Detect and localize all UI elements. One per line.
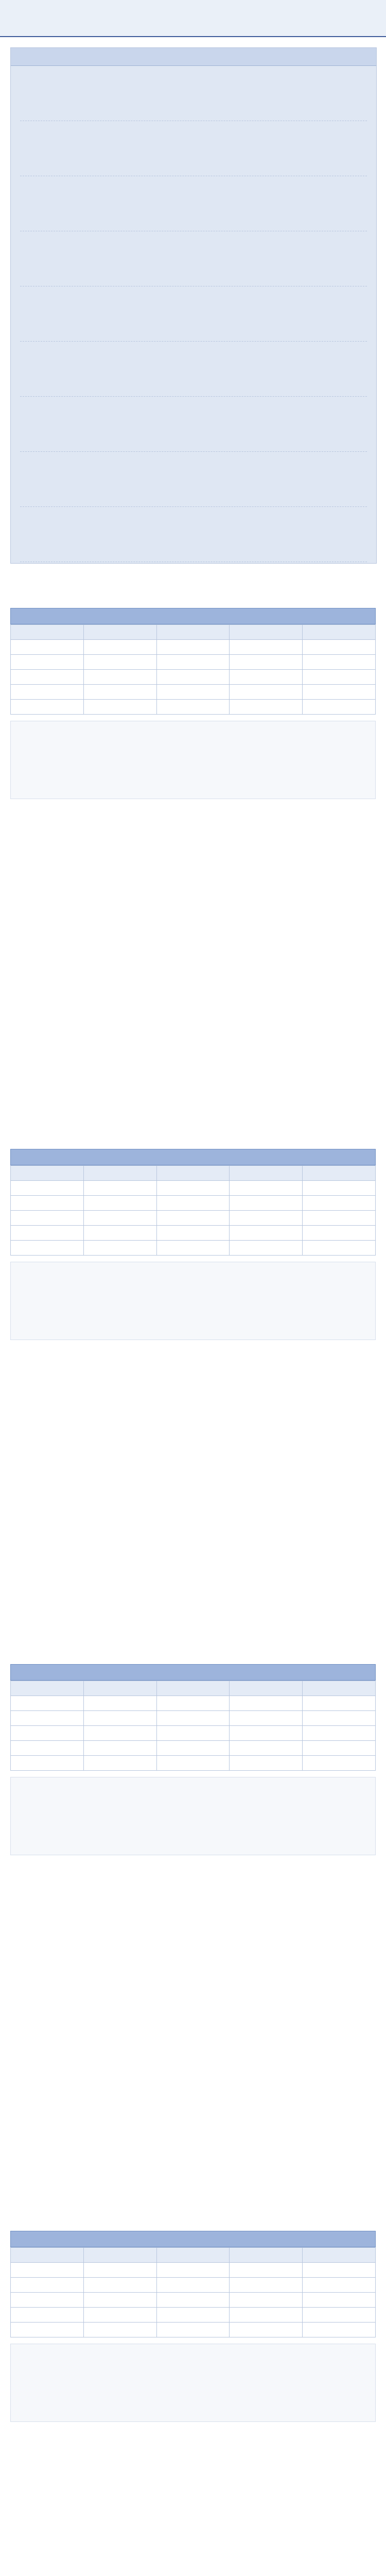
- section-comment: [10, 721, 376, 799]
- price-section: [10, 608, 376, 799]
- news-item: [20, 73, 367, 121]
- news-item: [20, 459, 367, 507]
- section-heading: [10, 1149, 376, 1165]
- news-item: [20, 239, 367, 286]
- key-news-heading: [11, 48, 376, 66]
- news-item: [20, 183, 367, 231]
- price-section: [10, 1664, 376, 1855]
- price-table: [10, 1165, 376, 1256]
- price-table: [10, 1681, 376, 1771]
- price-section: [10, 2231, 376, 2422]
- news-item: [20, 128, 367, 176]
- price-section: [10, 1149, 376, 1340]
- section-heading: [10, 1664, 376, 1681]
- section-heading: [10, 2231, 376, 2247]
- price-table: [10, 2247, 376, 2337]
- section-heading: [10, 608, 376, 624]
- news-item: [20, 514, 367, 562]
- news-item: [20, 294, 367, 342]
- section-comment: [10, 1262, 376, 1340]
- report-header: [0, 0, 386, 37]
- section-comment: [10, 2344, 376, 2422]
- news-item: [20, 404, 367, 452]
- section-comment: [10, 1777, 376, 1855]
- key-news-panel: [10, 47, 377, 564]
- price-table: [10, 624, 376, 715]
- news-item: [20, 349, 367, 397]
